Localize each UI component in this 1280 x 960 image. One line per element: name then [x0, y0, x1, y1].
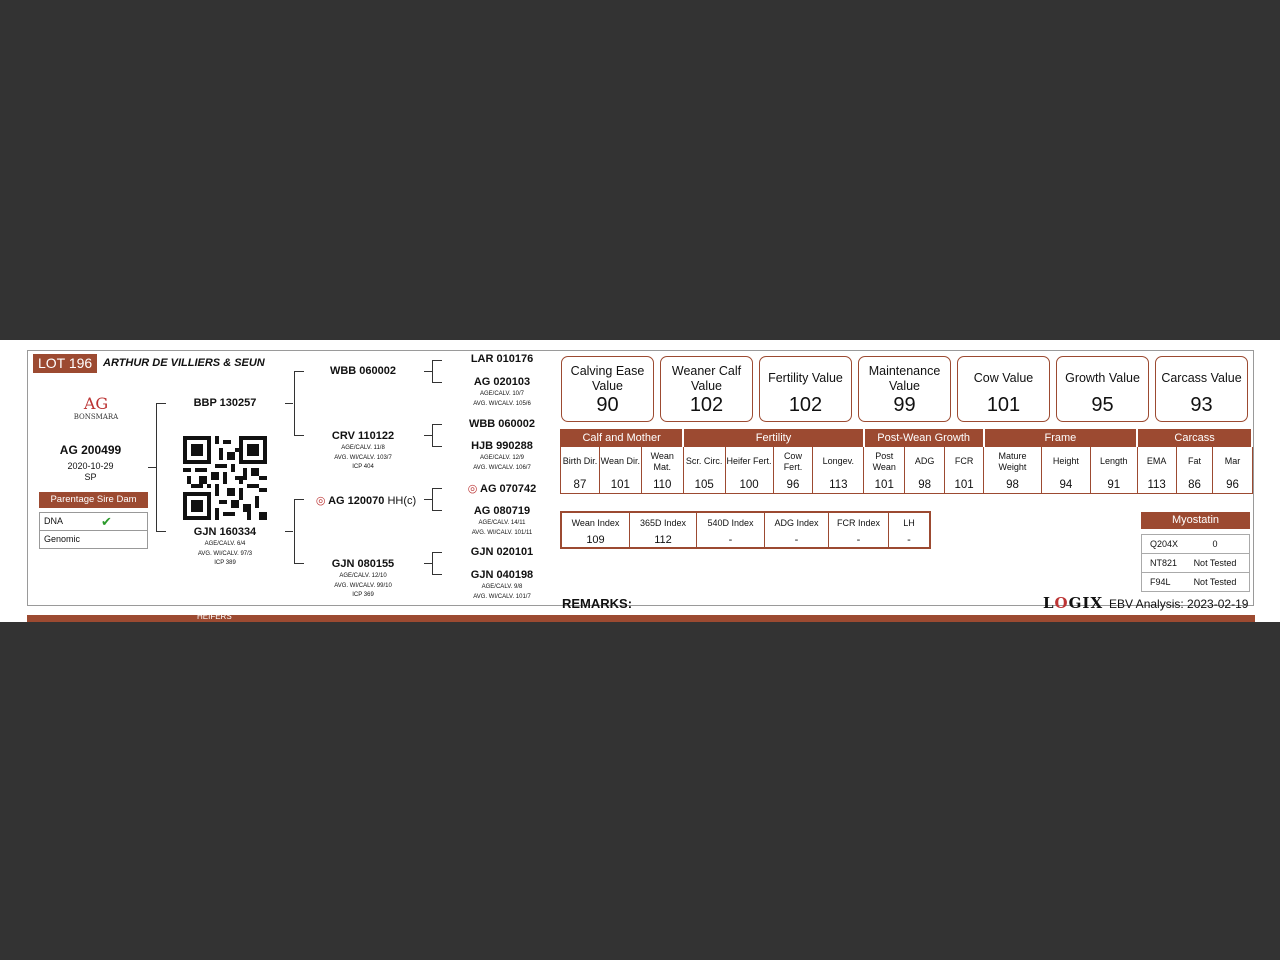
index-header: Wean Index	[561, 512, 630, 532]
value-label: Carcass Value	[1161, 371, 1242, 385]
ebv-group: Calf and Mother	[561, 430, 684, 447]
pedigree-line	[432, 552, 442, 553]
dsd-id: AG 080719	[473, 505, 531, 517]
pedigree-line	[432, 488, 442, 489]
value-number: 93	[1190, 394, 1213, 416]
ebv-col-header: ADG	[905, 447, 945, 477]
sss-id: LAR 010176	[470, 353, 534, 365]
pedigree-line	[432, 446, 442, 447]
value-box-fertility	[759, 356, 852, 422]
parentage-row-label: Genomic	[44, 534, 81, 544]
value-number: 90	[596, 394, 619, 416]
ebv-col-header: Wean Dir.	[599, 447, 641, 477]
value-label: Weaner Calf Value	[671, 363, 742, 393]
myostatin-row	[1142, 535, 1249, 553]
pedigree-line	[432, 488, 433, 510]
pedigree-line	[424, 499, 432, 500]
logo-name: BONSMARA	[73, 413, 119, 421]
dss-id: AG 070742	[480, 483, 537, 495]
sdd-avg-wi: AVG. WI/CALV. 106/7	[473, 464, 531, 471]
bonsmara-logo	[72, 395, 120, 437]
animal-code: SP	[84, 472, 97, 482]
parentage-table	[39, 512, 148, 549]
dds-id: GJN 020101	[470, 546, 534, 558]
pedigree-line	[432, 360, 433, 382]
dam-id: GJN 160334	[193, 526, 257, 538]
ebv-col-header: Heifer Fert.	[725, 447, 773, 477]
ebv-value: 96	[1213, 476, 1252, 494]
value-number: 102	[689, 394, 724, 416]
ddd-age-calv: AGE/CALV. 9/8	[481, 584, 523, 590]
ebv-value: 87	[561, 476, 600, 494]
index-header: ADG Index	[765, 512, 829, 532]
ebv-header-row	[561, 447, 1253, 477]
value-label: Maintenance Value	[868, 363, 941, 393]
pedigree-line	[432, 424, 433, 446]
pedigree-line	[424, 371, 432, 372]
ebv-group: Frame	[984, 430, 1138, 447]
myostatin-marker: Q204X	[1150, 539, 1179, 549]
pedigree-line	[294, 371, 304, 372]
index-table	[560, 511, 931, 549]
dam-dam-age-calv: AGE/CALV. 12/10	[339, 573, 387, 579]
index-header: 365D Index	[630, 512, 697, 532]
pedigree-line	[156, 531, 166, 532]
ssd-age-calv: AGE/CALV. 10/7	[479, 391, 525, 397]
value-label: Growth Value	[1065, 371, 1140, 385]
ebv-value: 110	[641, 476, 683, 494]
ebv-value: 94	[1041, 476, 1090, 494]
ebv-col-header: Birth Dir.	[561, 447, 600, 477]
pedigree-line	[294, 499, 295, 563]
pedigree-line	[432, 360, 442, 361]
ebv-col-header: EMA	[1137, 447, 1176, 477]
parentage-row-dna	[40, 513, 147, 530]
pedigree-line	[156, 403, 166, 404]
ebv-col-header: FCR	[945, 447, 984, 477]
sire-dam-avg-wi: AVG. WI/CALV. 103/7	[334, 454, 392, 461]
logo-mark: AG	[83, 394, 109, 413]
index-header: FCR Index	[829, 512, 889, 532]
value-box-growth	[1056, 356, 1149, 422]
index-value: 109	[561, 532, 630, 548]
lot-sheet	[0, 340, 1280, 622]
myostatin-marker: NT821	[1150, 558, 1178, 568]
dsd-age-calv: AGE/CALV. 14/11	[478, 520, 526, 526]
ddd-id: GJN 040198	[470, 569, 534, 581]
qr-code	[183, 436, 267, 520]
value-box-carcass	[1155, 356, 1248, 422]
sds-id: WBB 060002	[468, 418, 536, 430]
sire-dam-id: CRV 110122	[331, 430, 395, 442]
sire-dam-icp: ICP 404	[352, 464, 374, 470]
dam-sire-name	[311, 494, 421, 507]
parentage-row-label: DNA	[44, 516, 64, 526]
ebv-col-header: Wean Mat.	[641, 447, 683, 477]
value-number: 95	[1091, 394, 1114, 416]
value-box-calving-ease	[561, 356, 654, 422]
ebv-col-header: Post Wean	[864, 447, 905, 477]
ebv-value-row	[561, 476, 1253, 494]
ebv-value: 96	[773, 476, 813, 494]
dam-dam-id: GJN 080155	[331, 558, 395, 570]
dam-sire-suffix: HH(c)	[387, 495, 417, 507]
target-icon: ◎	[467, 483, 478, 495]
ebv-value: 91	[1090, 476, 1137, 494]
dam-age-calv: AGE/CALV. 6/4	[204, 541, 246, 547]
index-value: -	[829, 532, 889, 548]
ebv-col-header: Mature Weight	[984, 447, 1042, 477]
target-icon: ◎	[315, 495, 326, 507]
pedigree-line	[432, 552, 433, 574]
animal-birth-date: 2020-10-29	[67, 461, 114, 471]
sire-sire-id: WBB 060002	[329, 365, 397, 377]
pedigree-line	[294, 499, 304, 500]
ebv-col-header: Height	[1041, 447, 1090, 477]
ssd-id: AG 020103	[473, 376, 531, 388]
ebv-col-header: Cow Fert.	[773, 447, 813, 477]
pedigree-line	[424, 563, 432, 564]
animal-id: AG 200499	[59, 443, 122, 457]
pedigree-line	[156, 403, 157, 531]
ebv-col-header: Scr. Circ.	[683, 447, 725, 477]
breeder-name: ARTHUR DE VILLIERS & SEUN	[103, 357, 265, 369]
value-box-maintenance	[858, 356, 951, 422]
dam-icp: ICP 389	[214, 560, 236, 566]
ebv-analysis-date: EBV Analysis: 2023-02-19	[1109, 597, 1249, 611]
parentage-row-genomic	[40, 530, 147, 548]
ebv-value: 98	[984, 476, 1042, 494]
parentage-header: Parentage Sire Dam	[39, 492, 148, 508]
ebv-value: 101	[945, 476, 984, 494]
ebv-value: 105	[683, 476, 725, 494]
sdd-id: HJB 990288	[471, 440, 533, 452]
sdd-age-calv: AGE/CALV. 12/9	[479, 455, 525, 461]
lot-label: LOT 196	[33, 354, 97, 373]
myostatin-table	[1141, 534, 1250, 592]
ebv-value: 100	[725, 476, 773, 494]
index-header: LH	[889, 512, 931, 532]
index-value: 112	[630, 532, 697, 548]
dsd-avg-wi: AVG. WI/CALV. 101/11	[471, 529, 533, 536]
ddd-avg-wi: AVG. WI/CALV. 101/7	[473, 593, 531, 600]
ebv-group: Post-Wean Growth	[864, 430, 984, 447]
ebv-col-header: Length	[1090, 447, 1137, 477]
ebv-value: 98	[905, 476, 945, 494]
myostatin-value: 0	[1212, 539, 1218, 549]
ebv-value: 113	[1137, 476, 1176, 494]
myostatin-value: Not Tested	[1193, 558, 1237, 568]
dam-sire-id: AG 120070	[328, 495, 385, 507]
dam-avg-wi: AVG. WI/CALV. 97/3	[197, 550, 253, 557]
ssd-avg-wi: AVG. WI/CALV. 105/6	[473, 400, 531, 407]
dss-name	[452, 482, 552, 495]
myostatin-row	[1142, 553, 1249, 572]
check-icon: ✔	[101, 514, 112, 529]
ebv-value: 86	[1176, 476, 1213, 494]
dam-dam-avg-wi: AVG. WI/CALV. 99/10	[334, 582, 392, 589]
index-value-row	[561, 532, 930, 548]
pedigree-line	[424, 435, 432, 436]
logix-logo: LOGIX	[1043, 594, 1104, 612]
ebv-value: 101	[864, 476, 905, 494]
index-header-row	[561, 512, 930, 532]
ebv-value: 113	[813, 476, 864, 494]
value-box-cow	[957, 356, 1050, 422]
index-value: -	[697, 532, 765, 548]
value-label: Cow Value	[973, 371, 1034, 385]
myostatin-value: Not Tested	[1193, 577, 1237, 587]
myostatin-row	[1142, 572, 1249, 591]
value-box-weaner-calf	[660, 356, 753, 422]
pedigree-line	[294, 563, 304, 564]
pedigree-line	[432, 574, 442, 575]
sire-id: BBP 130257	[193, 397, 257, 409]
value-number: 99	[893, 394, 916, 416]
ebv-table	[560, 429, 1253, 494]
ebv-col-header: Longev.	[813, 447, 864, 477]
pedigree-line	[294, 435, 304, 436]
value-number: 101	[986, 394, 1021, 416]
pedigree-line	[294, 371, 295, 435]
next-section-label: HEIFERS	[197, 615, 232, 621]
ebv-group-row	[561, 430, 1253, 447]
myostatin-marker: F94L	[1150, 577, 1171, 587]
value-label: Fertility Value	[768, 371, 843, 385]
index-value: -	[889, 532, 931, 548]
dam-dam-icp: ICP 369	[352, 592, 374, 598]
pedigree-line	[432, 382, 442, 383]
remarks-label: REMARKS:	[562, 596, 633, 611]
pedigree-line	[432, 424, 442, 425]
value-number: 102	[788, 394, 823, 416]
pedigree-line	[432, 510, 442, 511]
ebv-group: Carcass	[1137, 430, 1252, 447]
pedigree-line	[148, 467, 156, 468]
ebv-col-header: Mar	[1213, 447, 1252, 477]
ebv-col-header: Fat	[1176, 447, 1213, 477]
myostatin-header: Myostatin	[1141, 512, 1250, 529]
pedigree-line	[285, 531, 293, 532]
index-header: 540D Index	[697, 512, 765, 532]
index-value: -	[765, 532, 829, 548]
ebv-value: 101	[599, 476, 641, 494]
sire-dam-age-calv: AGE/CALV. 11/8	[341, 445, 385, 451]
lot-card	[27, 350, 1254, 612]
ebv-group: Fertility	[683, 430, 864, 447]
next-section-bar	[27, 615, 1255, 622]
value-label: Calving Ease Value	[570, 363, 645, 393]
pedigree-line	[285, 403, 293, 404]
